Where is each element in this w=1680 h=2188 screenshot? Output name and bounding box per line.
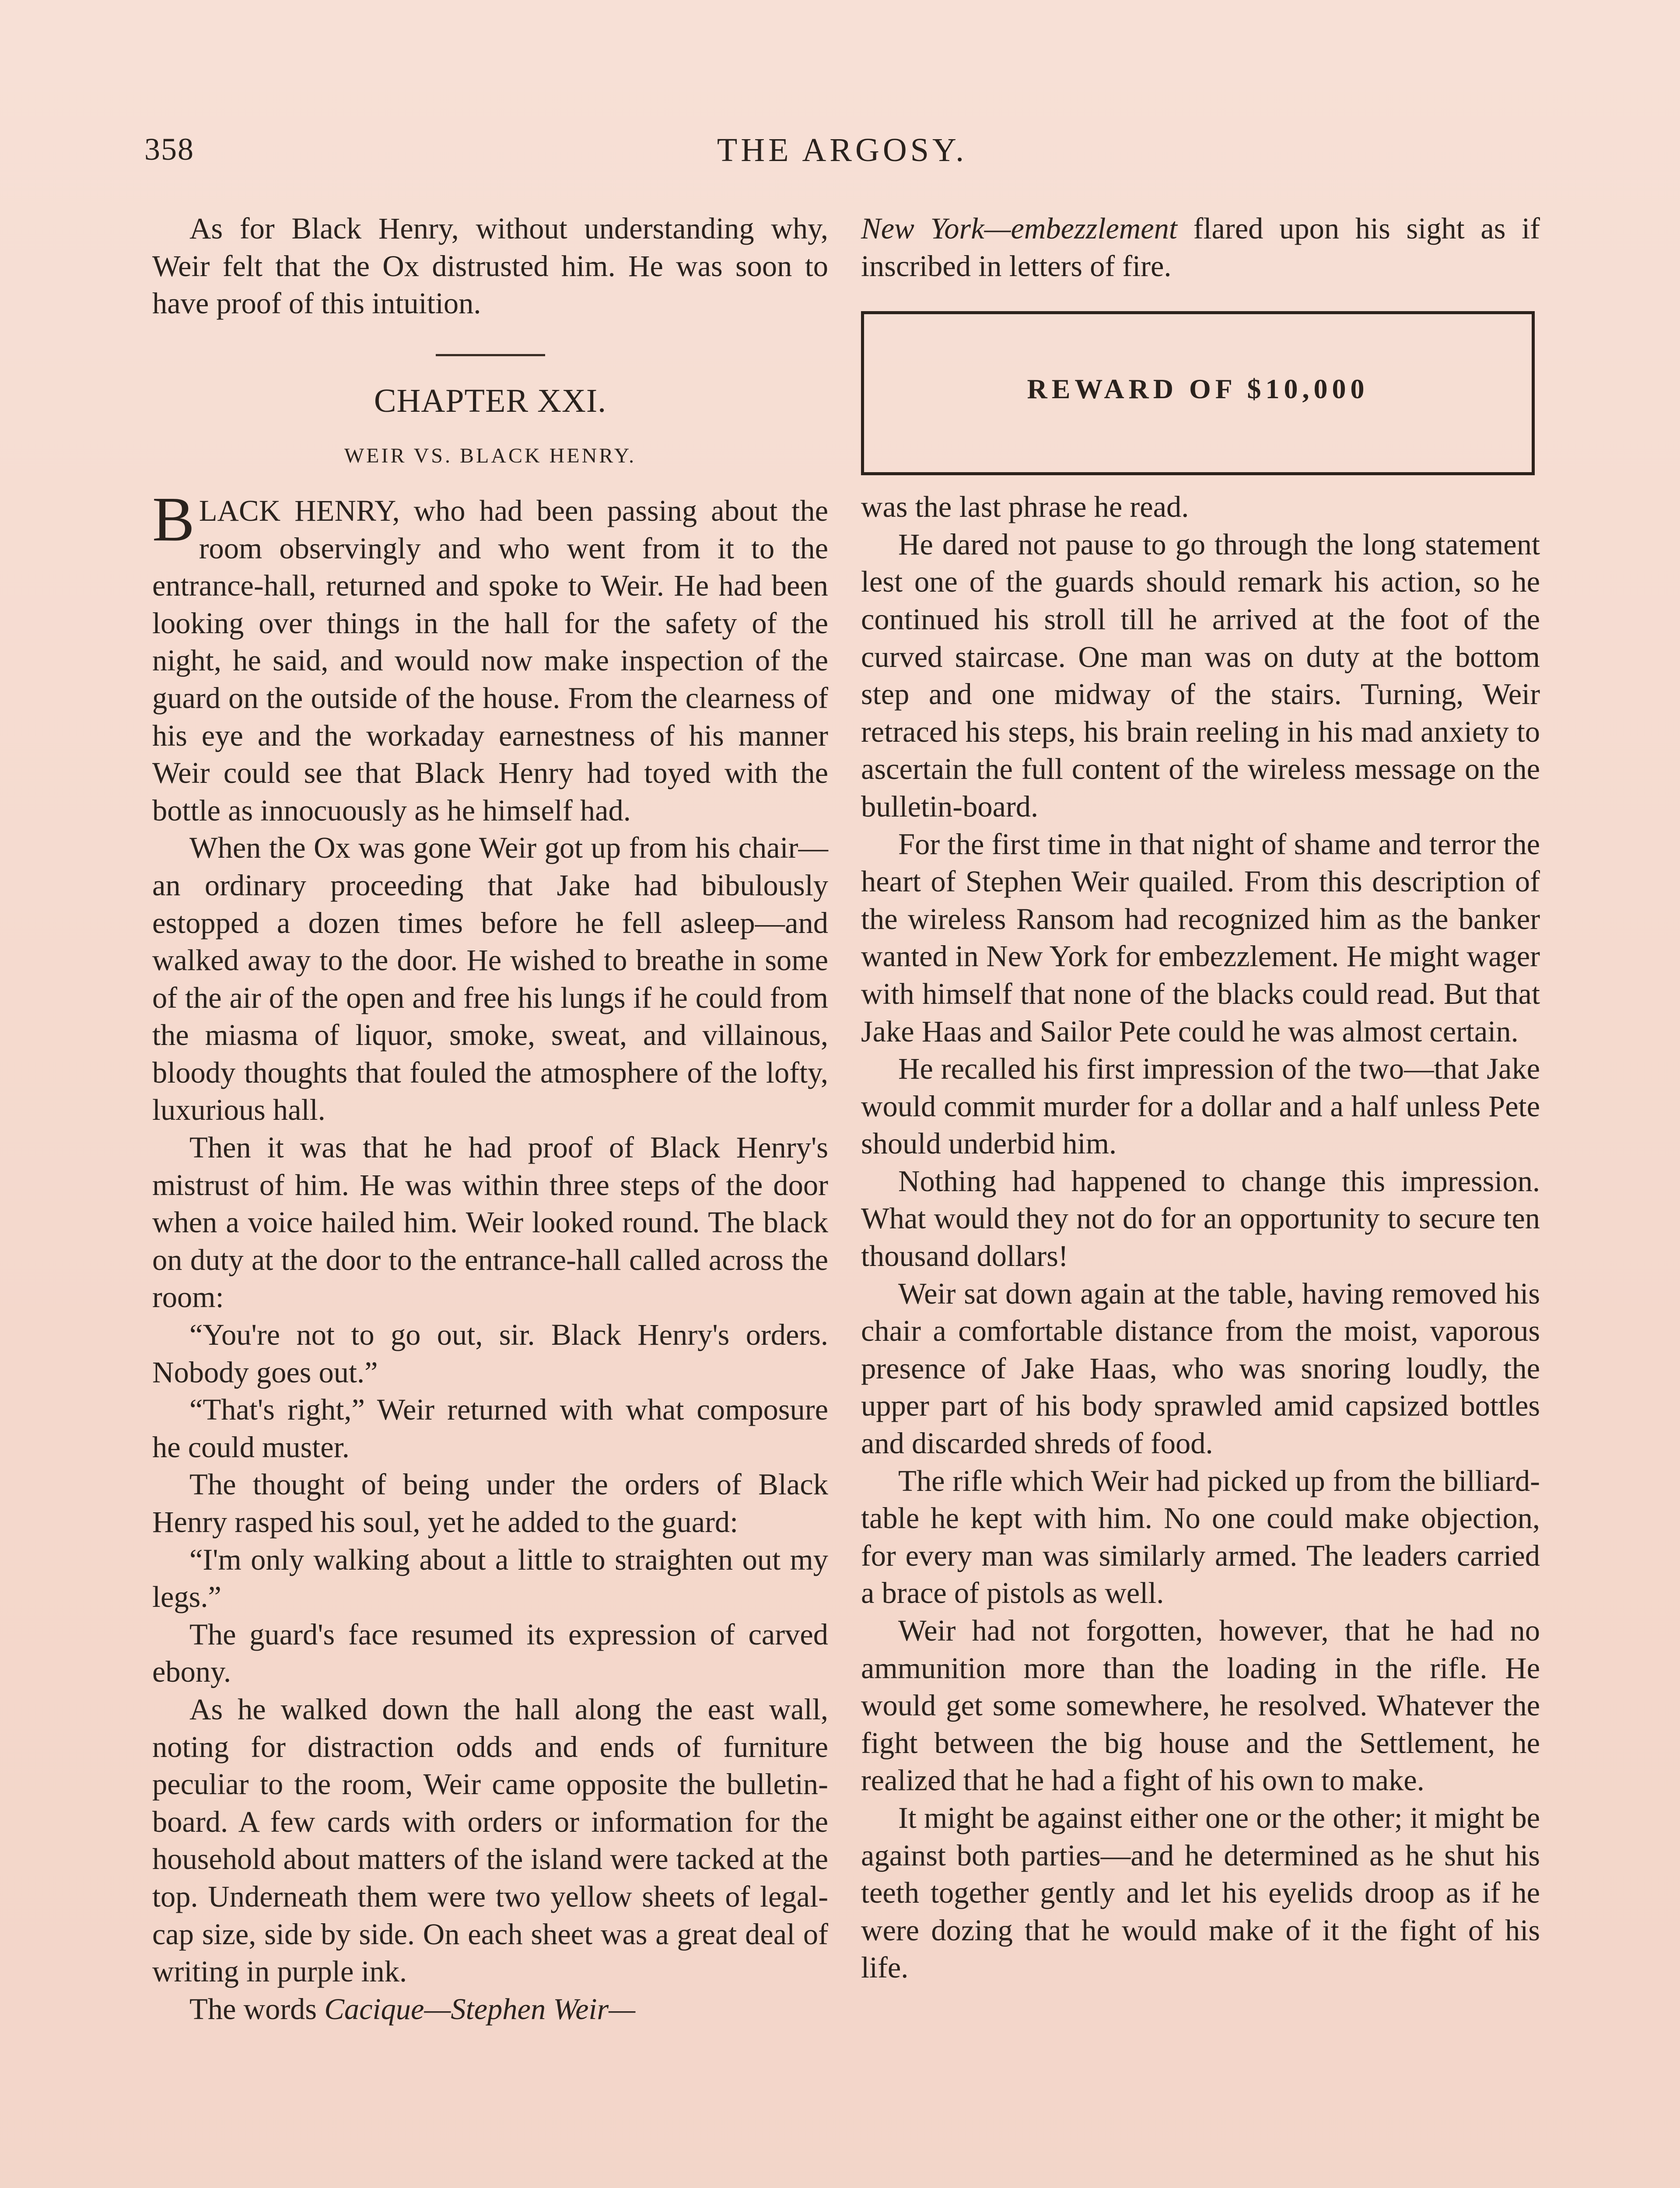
chapter-title: CHAPTER XXI.: [374, 382, 607, 419]
paragraph: The guard's face resumed its expression of carved ebony.: [152, 1617, 828, 1689]
page-number: 358: [144, 132, 194, 167]
chapter-subtitle: WEIR VS. BLACK HENRY.: [344, 444, 637, 468]
paragraph: was the last phrase he read.: [861, 490, 1189, 524]
paragraph-text: The words: [189, 1992, 325, 2026]
paragraph: He recalled his first impression of the two—that Jake would commit murder for a dollar and a half unless Pete should underbid him.: [861, 1052, 1540, 1161]
paragraph-continuation: [861, 210, 1540, 285]
paragraph: “That's right,” Weir returned with what composure he could muster.: [152, 1393, 828, 1464]
right-column: [861, 210, 1540, 1987]
paragraph: “You're not to go out, sir. Black Henry's orders. Nobody goes out.”: [152, 1318, 828, 1389]
paragraph: Weir had not forgotten, however, that he had no ammunition more than the loading in the rifle. He would get some somewhere, he resolved. Whatever the fight between the big house and the Settlement, he realized that he had a fight of his own to make.: [861, 1614, 1540, 1797]
paragraph: When the Ox was gone Weir got up from his chair—an ordinary proceeding that Jake had bibulously estopped a dozen times before he fell asleep—and walked away to the door. He wished to breathe in some of the air of the open and free his lungs if he could from the miasma of liquor, smoke, sweat, and villainous, bloody thoughts that fouled the atmosphere of the lofty, luxurious hall.: [152, 831, 828, 1127]
paragraph-continued: [152, 1991, 828, 2028]
section-divider: [436, 354, 545, 356]
running-header: [144, 131, 1540, 184]
paragraph: He dared not pause to go through the long statement lest one of the guards should remark his action, so he continued his stroll till he arrived at the foot of the curved staircase. One man was on duty at the bottom step and one midway of the stairs. Turning, Weir retraced his steps, his brain reeling in his mad anxiety to ascertain the full content of the wireless message on the bulletin-board.: [861, 527, 1540, 823]
paragraph: It might be against either one or the other; it might be against both parties—and he determined as he shut his teeth together gently and let his eyelids droop as if he were dozing that he would make of it the fight of his life.: [861, 1801, 1540, 1985]
opening-paragraph-text: LACK HENRY, who had been passing about the room observingly and who went from it to the entrance-hall, returned and spoke to Weir. He had been looking over things in the hall for the safety of the night, he said, and would now make inspection of the guard on the outside of the house. From the clearness of his eye and the workaday earnestness of his manner Weir could see that Black Henry had toyed with the bottle as innocuously as he himself had.: [152, 494, 828, 827]
paragraph: “I'm only walking about a little to straighten out my legs.”: [152, 1543, 828, 1614]
paragraph: For the first time in that night of shame and terror the heart of Stephen Weir quailed. From this description of the wireless Ransom had recognized him as the banker wanted in New York for embezzlement. He might wager with himself that none of the blacks could read. But that Jake Haas and Sailor Pete could he was almost certain.: [861, 827, 1540, 1048]
paragraph: As for Black Henry, without understanding why, Weir felt that the Ox distrusted him. He was soon to have proof of this intuition.: [152, 212, 828, 320]
paragraph: The thought of being under the orders of Black Henry rasped his soul, yet he added to the guard:: [152, 1468, 828, 1539]
reward-notice-box: [861, 311, 1535, 475]
italic-text: Cacique—Stephen Weir—: [324, 1992, 636, 2026]
paragraph: Weir sat down again at the table, having removed his chair a comfortable distance from the moist, vaporous presence of Jake Haas, who was snoring loudly, the upper part of his body sprawled amid capsized bottles and discarded shreds of food.: [861, 1276, 1540, 1460]
paragraph: Then it was that he had proof of Black Henry's mistrust of him. He was within three steps of the door when a voice hailed him. Weir looked round. The black on duty at the door to the entrance-hall called across the room:: [152, 1131, 828, 1314]
opening-paragraph: [152, 484, 828, 829]
paragraph: Nothing had happened to change this impression. What would they not do for an opportunity to secure ten thousand dollars!: [861, 1164, 1540, 1273]
magazine-title: THE ARGOSY.: [717, 132, 968, 168]
italic-text: New York—embezzlement: [861, 212, 1177, 245]
paragraph-text: flared upon his sight as if inscribed in letters of fire.: [861, 212, 1540, 283]
drop-cap: B: [152, 484, 195, 554]
paragraph: The rifle which Weir had picked up from the billiard-table he kept with him. No one could make objection, for every man was similarly armed. The leaders carried a brace of pistols as well.: [861, 1464, 1540, 1610]
paragraph: As he walked down the hall along the east wall, noting for distraction odds and ends of furniture peculiar to the room, Weir came opposite the bulletin-board. A few cards with orders or information for the household about matters of the island were tacked at the top. Underneath them were two yellow sheets of legal-cap size, side by side. On each sheet was a great deal of writing in purple ink.: [152, 1692, 828, 1988]
left-column: [152, 210, 828, 2028]
reward-notice-text: REWARD OF $10,000: [1027, 373, 1369, 404]
